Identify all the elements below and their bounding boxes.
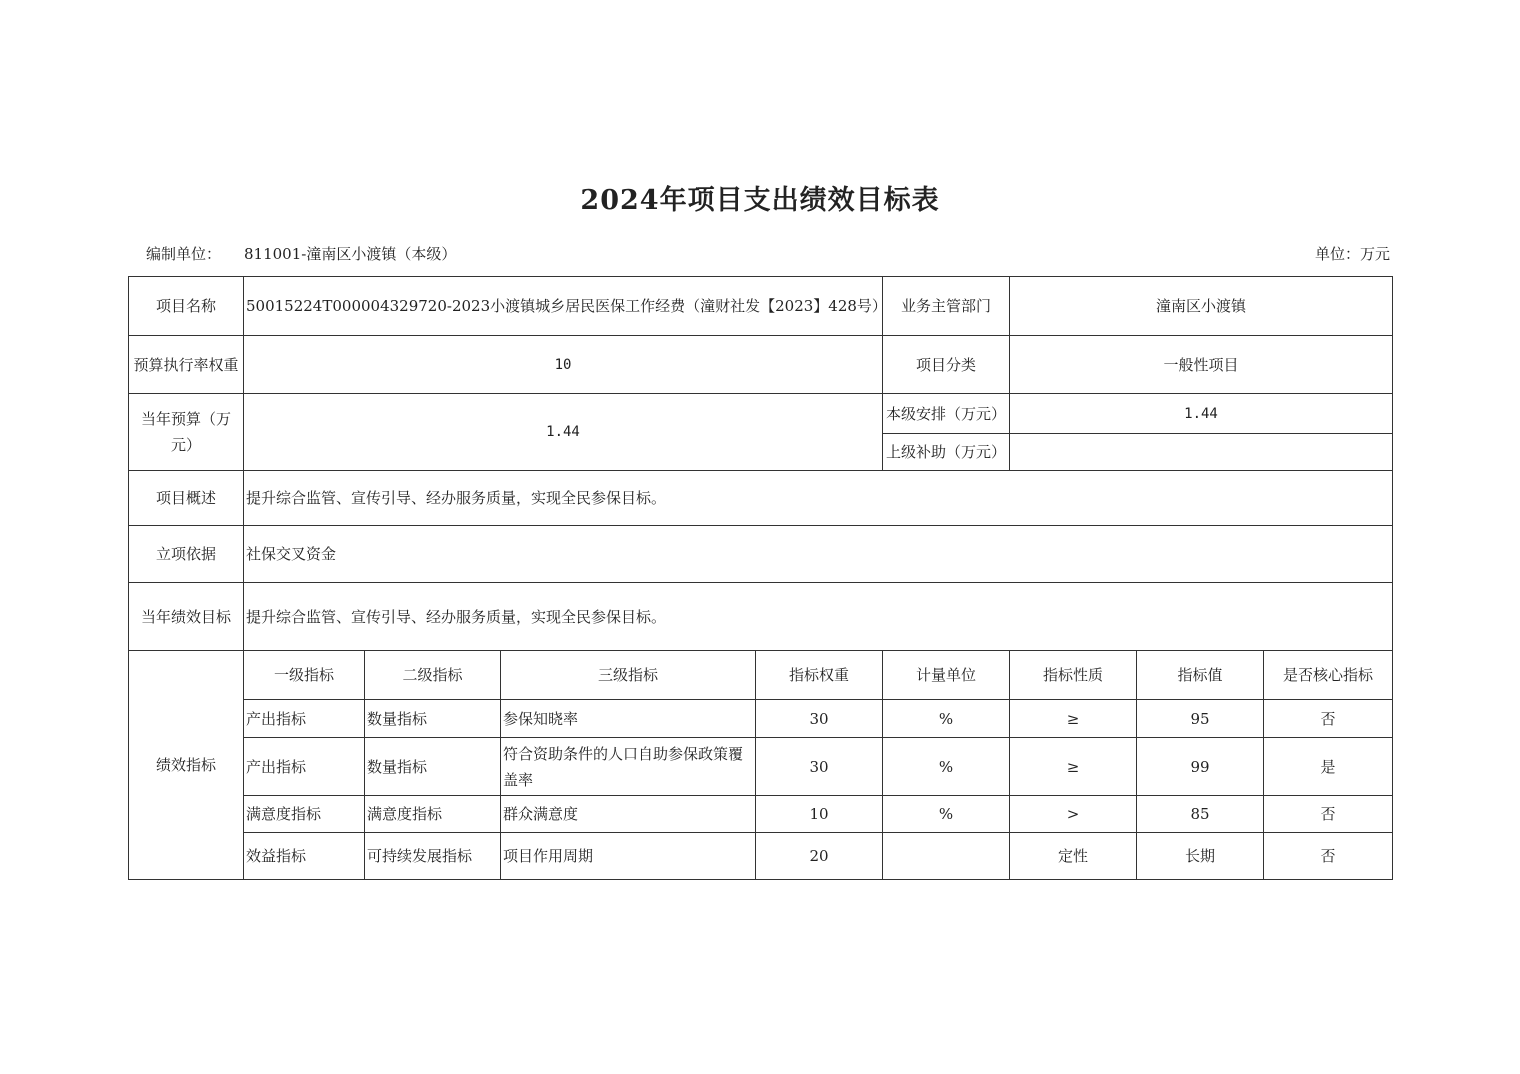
- basis-label: 立项依据: [129, 526, 244, 583]
- project-name-value: 50015224T000004329720-2023小渡镇城乡居民医保工作经费（潼财社发【2023】428号）: [244, 277, 883, 336]
- page-title: 2024年项目支出绩效目标表: [580, 185, 940, 216]
- compiler-info: [146, 243, 456, 264]
- compiler-label: 编制单位：: [146, 245, 222, 263]
- cell-level3: 群众满意度: [501, 796, 756, 833]
- category-label: 项目分类: [883, 336, 1010, 394]
- basis-value: 社保交叉资金: [244, 526, 1393, 583]
- project-name-label: 项目名称: [129, 277, 244, 336]
- cell-level1: 效益指标: [244, 833, 365, 880]
- indicators-label: 绩效指标: [129, 651, 244, 880]
- subsidy-label: 上级补助（万元）: [883, 434, 1010, 471]
- cell-level3: 项目作用周期: [501, 833, 756, 880]
- dept-value: 潼南区小渡镇: [1010, 277, 1393, 336]
- cell-level2: 数量指标: [365, 700, 501, 738]
- cell-unit: %: [883, 796, 1010, 833]
- cell-level2: 满意度指标: [365, 796, 501, 833]
- cell-weight: 30: [756, 738, 883, 796]
- cell-nature: ≥: [1010, 700, 1137, 738]
- cell-unit: %: [883, 700, 1010, 738]
- overview-label: 项目概述: [129, 471, 244, 526]
- cell-weight: 30: [756, 700, 883, 738]
- goal-label: 当年绩效目标: [129, 583, 244, 651]
- cell-level3: 符合资助条件的人口自助参保政策覆盖率: [501, 738, 756, 796]
- cell-level2: 可持续发展指标: [365, 833, 501, 880]
- header-level1: 一级指标: [244, 651, 365, 700]
- cell-level1: 满意度指标: [244, 796, 365, 833]
- table-row: [129, 796, 1393, 833]
- header-core: 是否核心指标: [1264, 651, 1393, 700]
- cell-value: 长期: [1137, 833, 1264, 880]
- cell-level3: 参保知晓率: [501, 700, 756, 738]
- dept-label: 业务主管部门: [883, 277, 1010, 336]
- table-row: [129, 738, 1393, 796]
- cell-nature: ≥: [1010, 738, 1137, 796]
- cell-level1: 产出指标: [244, 700, 365, 738]
- cell-core: 否: [1264, 796, 1393, 833]
- header-nature: 指标性质: [1010, 651, 1137, 700]
- cell-unit: [883, 833, 1010, 880]
- cell-core: 否: [1264, 700, 1393, 738]
- cell-value: 85: [1137, 796, 1264, 833]
- header-value: 指标值: [1137, 651, 1264, 700]
- cell-level1: 产出指标: [244, 738, 365, 796]
- budget-label: 当年预算（万元）: [129, 394, 244, 471]
- local-value: 1.44: [1010, 394, 1393, 434]
- cell-nature: 定性: [1010, 833, 1137, 880]
- cell-unit: %: [883, 738, 1010, 796]
- cell-value: 99: [1137, 738, 1264, 796]
- cell-value: 95: [1137, 700, 1264, 738]
- table-row: [129, 700, 1393, 738]
- subsidy-value: [1010, 434, 1393, 471]
- header-weight: 指标权重: [756, 651, 883, 700]
- cell-core: 否: [1264, 833, 1393, 880]
- local-label: 本级安排（万元）: [883, 394, 1010, 434]
- budget-value: 1.44: [244, 394, 883, 471]
- cell-nature: >: [1010, 796, 1137, 833]
- weight-label: 预算执行率权重: [129, 336, 244, 394]
- cell-level2: 数量指标: [365, 738, 501, 796]
- overview-value: 提升综合监管、宣传引导、经办服务质量，实现全民参保目标。: [244, 471, 1393, 526]
- cell-weight: 10: [756, 796, 883, 833]
- weight-value: 10: [244, 336, 883, 394]
- header-level3: 三级指标: [501, 651, 756, 700]
- header-unit: 计量单位: [883, 651, 1010, 700]
- cell-core: 是: [1264, 738, 1393, 796]
- cell-weight: 20: [756, 833, 883, 880]
- compiler-value: 811001-潼南区小渡镇（本级）: [244, 245, 457, 263]
- table-row: [129, 833, 1393, 880]
- performance-table: [128, 276, 1393, 880]
- category-value: 一般性项目: [1010, 336, 1393, 394]
- header-level2: 二级指标: [365, 651, 501, 700]
- unit-label: 单位：万元: [1314, 245, 1390, 263]
- goal-value: 提升综合监管、宣传引导、经办服务质量，实现全民参保目标。: [244, 583, 1393, 651]
